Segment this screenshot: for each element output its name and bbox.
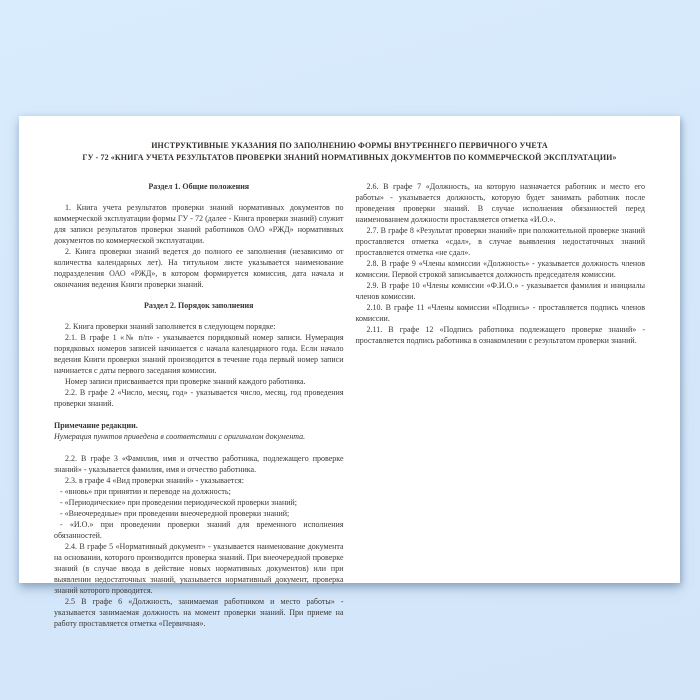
left-column [54,171,344,629]
para-2-1-note: Номер записи присваивается при проверке знаний каждого работника. [65,377,306,386]
section-2-heading: Раздел 2. Порядок заполнения [143,301,254,310]
para-2-intro: 2. Книга проверки знаний заполняется в следующем порядке: [65,322,276,331]
list-item-io: - «И.О.» при проведении проверки знаний для временного исполнения обязанностей. [54,520,344,540]
section-1-heading: Раздел 1. Общие положения [148,182,250,191]
editor-note-heading: Примечание редакции. [54,421,138,430]
editor-note-text: Нумерация пунктов приведена в соответствии с оригиналом документа. [54,432,306,441]
para-2-2b: 2.2. В графе 3 «Фамилия, имя и отчество работника, подлежащего проверке знаний» - указывается фамилия, имя и отчество работника. [54,454,344,474]
para-2-1: 2.1. В графе 1 «№ п/п» - указывается порядковый номер записи. Нумерация порядковых номеров записей начинается с начала календарного года. Если начало ведения Книги проверки знаний производится в течение года первый номер записи начинается с даты первого заседания комиссии. [54,333,344,375]
document-page [19,116,680,628]
para-2-4: 2.4. В графе 5 «Нормативный документ» - указывается наименование документа на основании, которого производится проверка знаний. При внеочередной проверке знаний (в случае ввода в действие новых нормативных документов) или при выявлении недостаточных знаний, указывается нормативный документ, проверка знаний которого проводится. [54,542,344,595]
document-title-line1: ИНСТРУКТИВНЫЕ УКАЗАНИЯ ПО ЗАПОЛНЕНИЮ ФОРМЫ ВНУТРЕННЕГО ПЕРВИЧНОГО УЧЕТА [151,141,548,150]
document-columns [54,171,645,629]
para-2-9: 2.9. В графе 10 «Члены комиссии «Ф.И.О.» - указывается фамилия и инициалы членов комиссии. [355,281,645,301]
para-2-6: 2.6. В графе 7 «Должность, на которую назначается работник и место его работы» - указывается должность, которую будет занимать работник после проведения проверки знаний. В случае исполнения обязанностей перед наименованием должности проставляется отметка «И.О.». [355,182,645,224]
para-1-1: 1. Книга учета результатов проверки знаний нормативных документов по коммерческой эксплуатации формы ГУ - 72 (далее - Книга проверки знаний) служит для записи результатов проверки знаний работников ОАО «РЖД» нормативных документов по коммерческой эксплуатации. [54,203,344,245]
para-2-3: 2.3. в графе 4 «Вид проверки знаний» - указывается: [65,476,244,485]
document-title [54,140,645,164]
document-title-line2: ГУ - 72 «КНИГА УЧЕТА РЕЗУЛЬТАТОВ ПРОВЕРКИ ЗНАНИЙ НОРМАТИВНЫХ ДОКУМЕНТОВ ПО КОММЕРЧЕСКОЙ ЭКСПЛУАТАЦИИ» [82,153,617,162]
right-column [356,171,646,629]
list-item-vnov: - «вновь» при принятии и переводе на должность; [60,487,231,496]
para-2-5: 2.5 В графе 6 «Должность, занимаемая работником и место работы» - указывается занимаемая должность на момент проверки знаний. При приеме на работу проставляется отметка «Первичная». [54,597,344,628]
list-item-periodicheskie: - «Периодические» при проведении периодической проверки знаний; [60,498,298,507]
para-2-8: 2.8. В графе 9 «Члены комиссии «Должность» - указывается должность членов комиссии. Первой строкой записывается должность председателя комиссии. [355,259,645,279]
para-2-11: 2.11. В графе 12 «Подпись работника подлежащего проверке знаний» - проставляется подпись работника в ознакомлении с результатом проверки знаний. [355,325,645,345]
list-item-vneocherednye: - «Внеочередные» при проведении внеочередной проверки знаний; [60,509,290,518]
para-2-10: 2.10. В графе 11 «Члены комиссии «Подпись» - проставляется подпись членов комиссии. [355,303,645,323]
para-2-2: 2.2. В графе 2 «Число, месяц, год» - указывается число, месяц, год проведения проверки знаний. [54,388,344,408]
para-1-2: 2. Книга проверки знаний ведется до полного ее заполнения (независимо от количества календарных лет). На титульном листе указывается наименование подразделения ОАО «РЖД», в котором формируется комиссия, дата начала и окончания ведения Книги проверки знаний. [54,247,344,289]
para-2-7: 2.7. В графе 8 «Результат проверки знаний» при положительной проверке знаний проставляется отметка «сдал», в случае выявления недостаточных знаний проставляется отметка «не сдал». [355,226,645,257]
